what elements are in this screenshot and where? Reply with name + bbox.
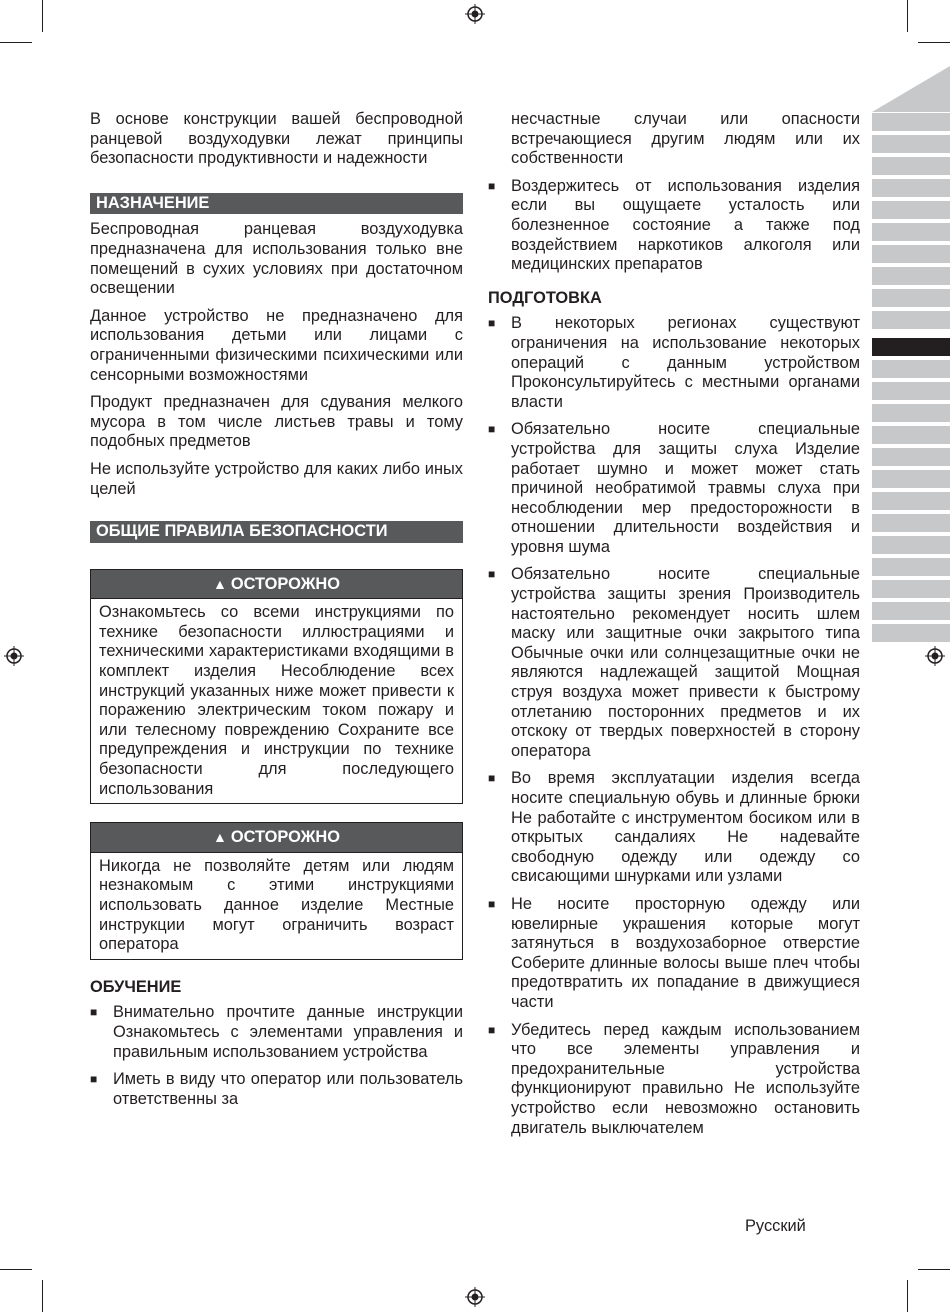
- bullet-square-icon: ■: [90, 1072, 98, 1087]
- training-list: [90, 1003, 463, 1109]
- bullet-square-icon: ■: [488, 896, 496, 911]
- thumb-index-tab: [872, 113, 950, 131]
- list-item: [90, 1070, 463, 1109]
- continued-list-text: несчастные случаи или опасности встречающиеся другим людям или их собственности: [511, 110, 860, 168]
- training-list-continued: [488, 177, 860, 275]
- crop-mark: [918, 42, 950, 43]
- list-item-text: В некоторых регионах существуют ограничения на использование некоторых операций с данным устройством Проконсультируйтесь с местными органами власти: [511, 314, 860, 411]
- page-language-label: Русский: [745, 1217, 806, 1235]
- crop-mark: [918, 1269, 950, 1270]
- crop-mark: [42, 1280, 43, 1312]
- bullet-square-icon: ■: [90, 1005, 98, 1020]
- section-heading-training: ОБУЧЕНИЕ: [90, 977, 182, 996]
- thumb-index-tab: [872, 602, 950, 620]
- list-item-text: Обязательно носите специальные устройства для защиты слуха Изделие работает шумно и может может стать причиной необратимой травмы слуха при несоблюдении мер предосторожности в отношении длительности воздействия и уровня шума: [511, 420, 860, 556]
- bullet-square-icon: ■: [488, 178, 496, 193]
- bullet-square-icon: ■: [488, 422, 496, 437]
- list-item: [488, 895, 860, 1013]
- registration-mark-icon: [925, 646, 945, 666]
- thumb-index-tab: [872, 580, 950, 598]
- crop-mark: [0, 1269, 32, 1270]
- crop-mark: [907, 1280, 908, 1312]
- section-heading-safety: ОБЩИЕ ПРАВИЛА БЕЗОПАСНОСТИ: [90, 521, 463, 543]
- section-heading-purpose: НАЗНАЧЕНИЕ: [90, 193, 463, 215]
- preparation-list: [488, 314, 860, 1138]
- crop-mark: [907, 0, 908, 32]
- thumb-index-corner: [872, 66, 950, 112]
- thumb-index-tab: [872, 536, 950, 554]
- thumb-index-tab-active: [872, 338, 950, 356]
- language-thumb-index: [872, 66, 950, 644]
- crop-mark: [42, 0, 43, 32]
- list-item-text: Иметь в виду что оператор или пользователь ответственны за: [113, 1070, 463, 1108]
- section-heading-preparation: ПОДГОТОВКА: [488, 288, 602, 307]
- list-item: [488, 565, 860, 761]
- thumb-index-tab: [872, 311, 950, 329]
- list-item-text: Воздержитесь от использования изделия если вы ощущаете усталость или болезненное состояние а также под воздействием наркотиков алкоголя или медицинских препаратов: [511, 176, 860, 274]
- list-item: [488, 769, 860, 887]
- list-item: [90, 1003, 463, 1062]
- bullet-square-icon: ■: [488, 567, 496, 582]
- thumb-index-tab: [872, 382, 950, 400]
- warning-triangle-icon: ▲: [212, 829, 227, 846]
- thumb-index-tab: [872, 289, 950, 307]
- list-item-text: Обязательно носите специальные устройства защиты зрения Производитель настоятельно рекомендует носить шлем маску или защитные очки закрытого типа Обычные очки или солнцезащитные очки не являются надлежащей защитой Мощная струя воздуха может привести к быстрому отлетанию посторонних предметов и их отскоку от твердых поверхностей в сторону оператора: [511, 565, 860, 760]
- warning-text: Ознакомьтесь со всеми инструкциями по технике безопасности иллюстрациями и техническими характеристиками входящими в комплект изделия Несоблюдение всех инструкций указанных ниже может привести к поражению электрическим током пожару и или телесному повреждению Сохраните все предупреждения и инструкции по технике безопасности для последующего использования: [99, 603, 454, 798]
- list-item: [488, 1021, 860, 1139]
- left-column: [90, 110, 463, 1117]
- registration-mark-icon: [465, 4, 485, 24]
- thumb-index-tab: [872, 426, 950, 444]
- warning-title: ОСТОРОЖНО: [230, 828, 341, 847]
- list-item-text: Не носите просторную одежду или ювелирные украшения которые могут затянуться в воздухозаборное отверстие Соберите длинные волосы выше плеч чтобы предотвратить их попадание в движущиеся части: [511, 894, 860, 1011]
- thumb-index-tab: [872, 492, 950, 510]
- thumb-index-tab: [872, 135, 950, 153]
- warning-triangle-icon: ▲: [212, 575, 227, 592]
- list-item-text: Во время эксплуатации изделия всегда носите специальную обувь и длинные брюки Не работайте с инструментом босиком или в открытых сандалиях Не надевайте свободную одежду или одежду со свисающими шнурками или узлами: [511, 769, 860, 886]
- list-item: [488, 177, 860, 275]
- list-item-text: Убедитесь перед каждым использованием что все элементы управления и предохранительные устройства функционируют правильно Не используйте устройство если невозможно остановить двигатель выключателем: [511, 1020, 860, 1137]
- bullet-square-icon: ■: [488, 316, 496, 331]
- bullet-square-icon: ■: [488, 1022, 496, 1037]
- thumb-index-tab: [872, 448, 950, 466]
- thumb-index-tab: [872, 245, 950, 263]
- purpose-paragraph: Не используйте устройство для каких либо иных целей: [90, 459, 463, 498]
- intro-paragraph: В основе конструкции вашей беспроводной ранцевой воздуходувки лежат принципы безопасности продуктивности и надежности: [90, 110, 463, 168]
- list-item-text: Внимательно прочтите данные инструкции Ознакомьтесь с элементами управления и правильным использованием устройства: [113, 1003, 463, 1061]
- purpose-paragraph: Беспроводная ранцевая воздуходувка предназначена для использования только вне помещений в сухих условиях при достаточном освещении: [90, 220, 463, 298]
- purpose-paragraph: Продукт предназначен для сдувания мелкого мусора в том числе листьев травы и тому подобных предметов: [90, 393, 463, 451]
- registration-mark-icon: [465, 1287, 485, 1307]
- thumb-index-tab: [872, 624, 950, 642]
- warning-box: [90, 569, 463, 805]
- thumb-index-tab: [872, 201, 950, 219]
- warning-header: [91, 570, 462, 600]
- warning-title: ОСТОРОЖНО: [230, 574, 341, 593]
- warning-header: [91, 823, 462, 853]
- list-item: [488, 314, 860, 412]
- thumb-index-tab: [872, 514, 950, 532]
- bullet-square-icon: ■: [488, 771, 496, 786]
- list-item: [488, 420, 860, 557]
- crop-mark: [0, 42, 32, 43]
- thumb-index-tab: [872, 157, 950, 175]
- registration-mark-icon: [4, 646, 24, 666]
- thumb-index-tab: [872, 404, 950, 422]
- thumb-index-tab: [872, 179, 950, 197]
- thumb-index-tab: [872, 360, 950, 378]
- thumb-index-tab: [872, 267, 950, 285]
- thumb-index-tab: [872, 558, 950, 576]
- purpose-paragraph: Данное устройство не предназначено для использования детьми или лицами с ограниченными физическими психическими или сенсорными возможностями: [90, 306, 463, 384]
- thumb-index-tab: [872, 223, 950, 241]
- warning-text: Никогда не позволяйте детям или людям незнакомым с этими инструкциями использовать данное изделие Местные инструкции могут ограничить возраст оператора: [99, 856, 454, 954]
- right-column: [488, 110, 860, 1146]
- warning-box: [90, 822, 463, 960]
- thumb-index-tab: [872, 470, 950, 488]
